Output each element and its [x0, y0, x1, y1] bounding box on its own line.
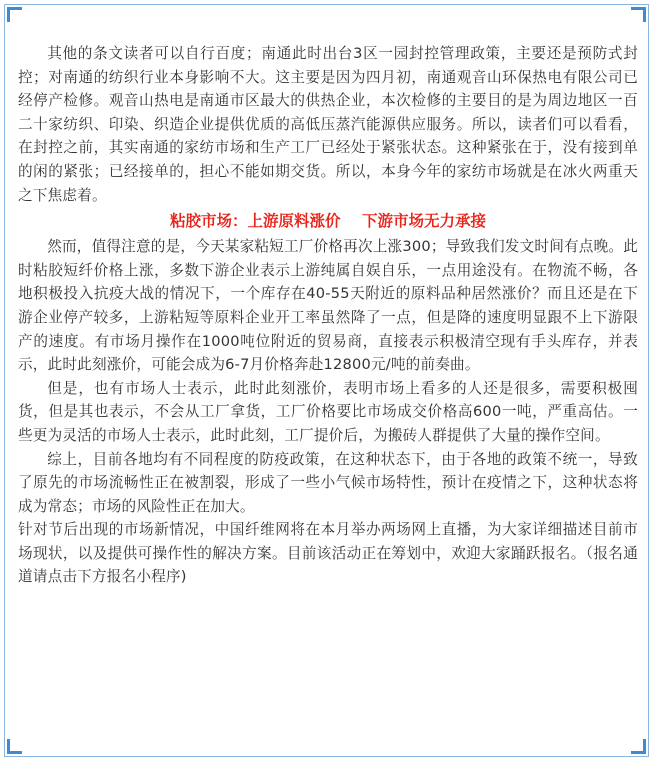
- paragraph-summary: 综上，目前各地均有不同程度的防疫政策，在这种状态下，由于各地的政策不统一，导致了原先的市场流畅性正在被割裂，形成了一些小气候市场特性，预计在疫情之下，这种状态将成为常态；市场的风险性正在加大。: [18, 450, 638, 515]
- paragraph-nantong-policy: 其他的条文读者可以自行百度；南通此时出台3区一园封控管理政策，主要还是预防式封控；对南通的纺织行业本身影响不大。这主要是因为四月初，南通观音山环保热电有限公司已经停产检修。观音山热电是南通市区最大的供热企业，本次检修的主要目的是为周边地区一百二十家纺织、印染、织造企业提供优质的高低压蒸汽能源供应服务。所以，读者们可以看看，在封控之前，其实南通的家纺市场和生产工厂已经处于紧张状态。这种紧张在于，没有接到单的闲的紧张；已经接单的，担心不能如期交货。所以，本身今年的家纺市场就是在冰火两重天之下焦虑着。: [18, 45, 638, 204]
- frame-corner-top-left: [7, 7, 22, 22]
- paragraph-market-views: 但是，也有市场人士表示，此时此刻涨价，表明市场上看多的人还是很多，需要积极囤货，但是其也表示，不会从工厂拿货，工厂价格要比市场成交价格高600一吨，严重高估。一些更为灵活的市场人士表示，此时此刻，工厂提价后，为搬砖人群提供了大量的操作空间。: [18, 379, 638, 444]
- paragraph-viscose-price: 然而，值得注意的是，今天某家粘短工厂价格再次上涨300；导致我们发文时间有点晚。此时粘胶短纤价格上涨，多数下游企业表示上游纯属自娱自乐，一点用途没有。在物流不畅，各地积极投入抗疫大战的情况下，一个库存在40-55天附近的原料品种居然涨价？而且还是在下游企业停产较多，上游粘短等原料企业开工率虽然降了一点，但是降的速度明显跟不上下游限产的速度。有市场月操作在1000吨位附近的贸易商，直接表示积极清空现有手头库存，并表示，此时此刻涨价，可能会成为6-7月价格奔赴12800元/吨的前奏曲。: [18, 238, 638, 374]
- article-body: [18, 42, 638, 589]
- frame-corner-top-right: [631, 7, 646, 22]
- frame-corner-bottom-left: [7, 739, 22, 754]
- paragraph-livestream-notice: 针对节后出现的市场新情况，中国纤维网将在本月举办两场网上直播，为大家详细描述目前市场现状，以及提供可操作性的解决方案。目前该活动正在筹划中，欢迎大家踊跃报名。（报名通道请点击下方报名小程序): [18, 521, 638, 586]
- section-heading: 粘胶市场：上游原料涨价 下游市场无力承接: [169, 212, 487, 231]
- frame-corner-bottom-right: [631, 739, 646, 754]
